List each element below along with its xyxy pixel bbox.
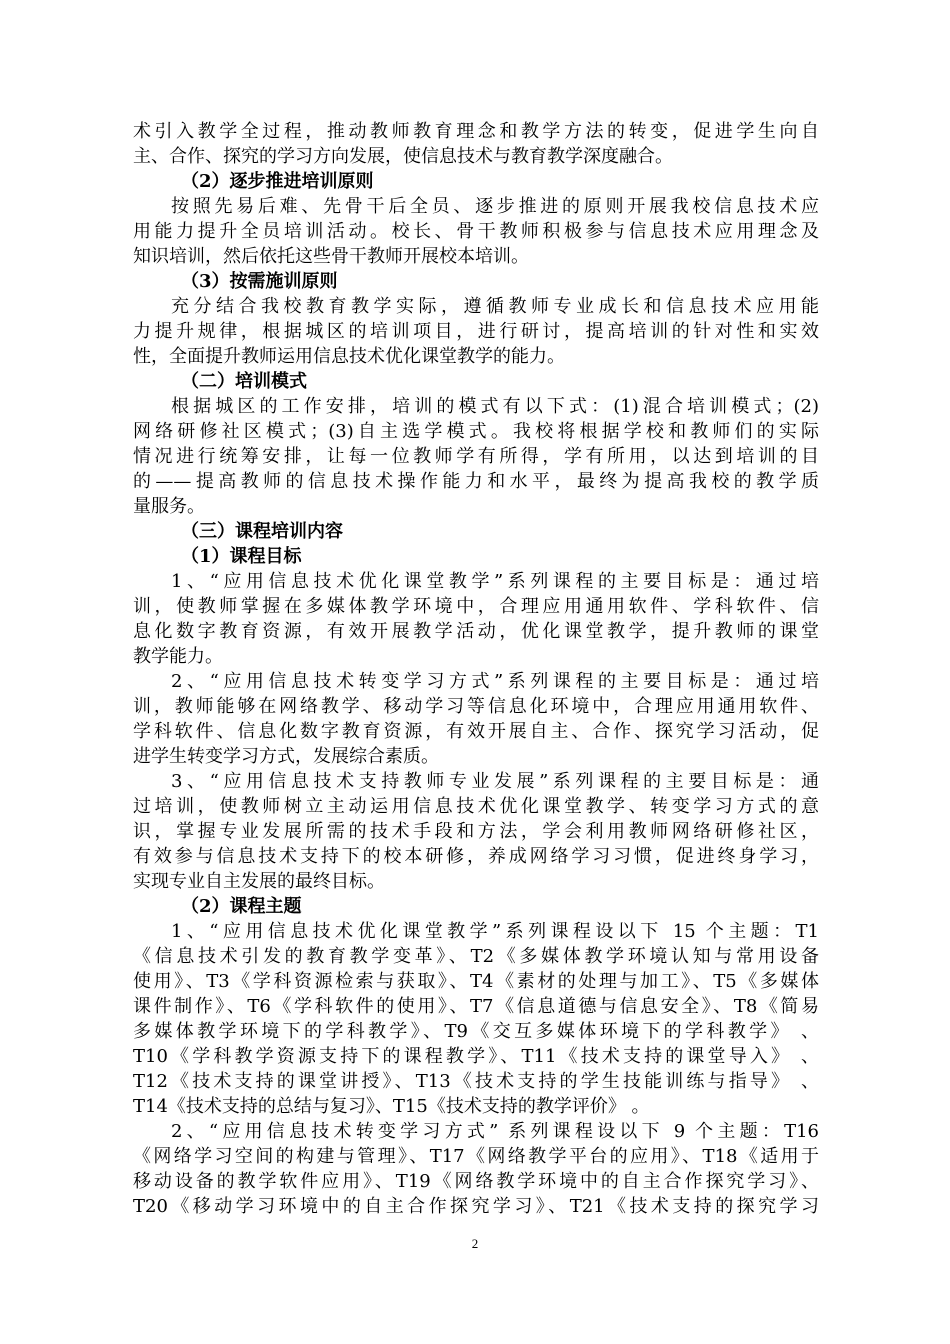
text-line: 训，使教师掌握在多媒体教学环境中，合理应用通用软件、学科软件、信: [133, 596, 819, 617]
text-line: 进学生转变学习方式，发展综合素质。: [133, 746, 439, 767]
text-line: 3、“应用信息技术支持教师专业发展”系列课程的主要目标是：通: [171, 771, 819, 792]
text-line: 根据城区的工作安排，培训的模式有以下式：(1)混合培训模式；(2): [171, 396, 819, 417]
section-heading: （1）课程目标: [181, 546, 302, 567]
text-line: 充分结合我校教育教学实际，遵循教师专业成长和信息技术应用能: [171, 296, 819, 317]
text-line: 课件制作》、T6《学科软件的使用》、T7《信息道德与信息安全》、T8《简易: [133, 996, 819, 1017]
text-line: 2、“应用信息技术转变学习方式”系列课程的主要目标是：通过培: [171, 671, 819, 692]
text-line: 力提升规律，根据城区的培训项目，进行研讨，提高培训的针对性和实效: [133, 321, 819, 342]
text-line: 训，教师能够在网络教学、移动学习等信息化环境中，合理应用通用软件、: [133, 696, 819, 717]
text-line: 的——提高教师的信息技术操作能力和水平，最终为提高我校的教学质: [133, 471, 819, 492]
text-line: 知识培训，然后依托这些骨干教师开展校本培训。: [133, 246, 529, 267]
text-line: 使用》、T3《学科资源检索与获取》、T4《素材的处理与加工》、T5《多媒体: [133, 971, 819, 992]
text-line: 1、“应用信息技术优化课堂教学”系列课程设以下 15 个主题：T1: [171, 921, 819, 942]
text-line: 性，全面提升教师运用信息技术优化课堂教学的能力。: [133, 346, 565, 367]
text-line: 《网络学习空间的构建与管理》、T17《网络教学平台的应用》、T18《适用于: [133, 1146, 819, 1167]
text-line: 1、“应用信息技术优化课堂教学”系列课程的主要目标是：通过培: [171, 571, 819, 592]
text-line: 主、合作、探究的学习方向发展，使信息技术与教育教学深度融合。: [133, 146, 673, 167]
text-line: 教学能力。: [133, 646, 223, 667]
text-line: 网络研修社区模式；(3)自主选学模式。我校将根据学校和教师们的实际: [133, 421, 819, 442]
text-line: 识，掌握专业发展所需的技术手段和方法，学会利用教师网络研修社区，: [133, 821, 819, 842]
text-line: 按照先易后难、先骨干后全员、逐步推进的原则开展我校信息技术应: [171, 196, 819, 217]
text-line: 量服务。: [133, 496, 205, 517]
page-number: 2: [471, 1236, 479, 1251]
text-line: 术引入教学全过程，推动教师教育理念和教学方法的转变，促进学生向自: [133, 121, 819, 142]
text-line: T12《技术支持的课堂讲授》、T13《技术支持的学生技能训练与指导》 、: [133, 1071, 819, 1092]
text-line: 2、“应用信息技术转变学习方式” 系列课程设以下 9 个主题：T16: [171, 1121, 819, 1142]
section-heading: （3）按需施训原则: [181, 271, 338, 292]
text-line: 移动设备的教学软件应用》、T19《网络教学环境中的自主合作探究学习》、: [133, 1171, 819, 1192]
section-heading: （2）逐步推进培训原则: [181, 171, 374, 192]
text-line: 情况进行统筹安排，让每一位教师学有所得，学有所用，以达到培训的目: [133, 446, 819, 467]
text-line: 多媒体教学环境下的学科教学》、T9《交互多媒体环境下的学科教学》 、: [133, 1021, 819, 1042]
text-line: T10《学科教学资源支持下的课程教学》、T11《技术支持的课堂导入》 、: [133, 1046, 819, 1067]
document-body: [133, 119, 819, 1219]
text-line: 过培训，使教师树立主动运用信息技术优化课堂教学、转变学习方式的意: [133, 796, 819, 817]
text-line: 用能力提升全员培训活动。校长、骨干教师积极参与信息技术应用理念及: [133, 221, 819, 242]
text-line: T20《移动学习环境中的自主合作探究学习》、T21《技术支持的探究学习: [133, 1196, 819, 1217]
text-line: 有效参与信息技术支持下的校本研修，养成网络学习习惯，促进终身学习，: [133, 846, 819, 867]
text-line: 息化数字教育资源，有效开展教学活动，优化课堂教学，提升教师的课堂: [133, 621, 819, 642]
text-line: 学科软件、信息化数字教育资源，有效开展自主、合作、探究学习活动，促: [133, 721, 819, 742]
text-line: 《信息技术引发的教育教学变革》、T2《多媒体教学环境认知与常用设备: [133, 946, 819, 967]
text-line: T14《技术支持的总结与复习》、T15《技术支持的教学评价》 。: [133, 1096, 650, 1117]
section-heading: （二）培训模式: [181, 371, 307, 392]
section-heading: （2）课程主题: [181, 896, 302, 917]
text-line: 实现专业自主发展的最终目标。: [133, 871, 385, 892]
section-heading: （三）课程培训内容: [181, 521, 343, 542]
